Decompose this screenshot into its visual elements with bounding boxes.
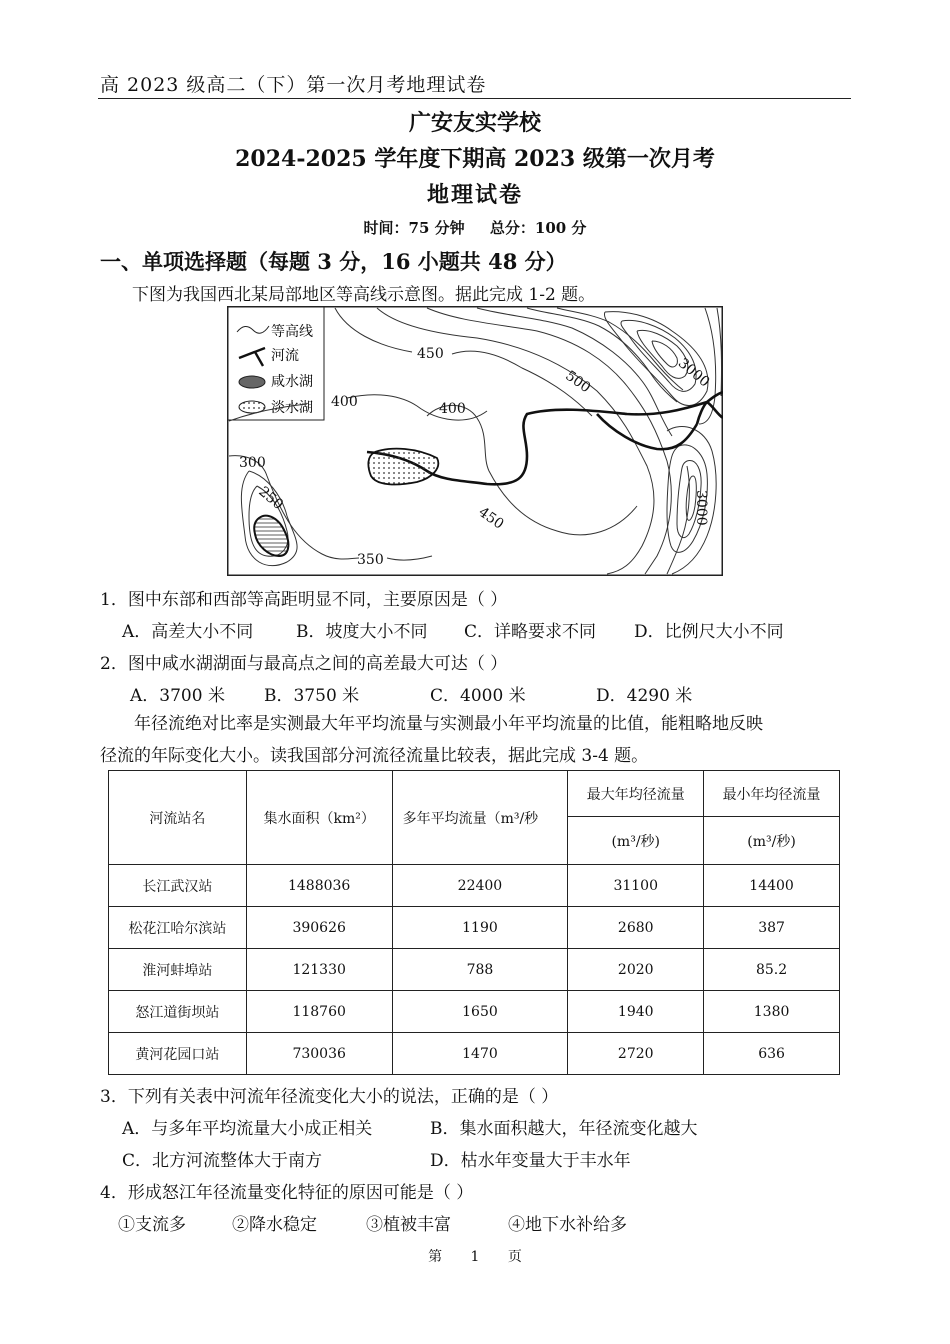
cell-station: 怒江道街坝站 [109, 991, 247, 1033]
q2-option-d[interactable]: D．4290 米 [596, 686, 693, 706]
header-mean-flow: 多年平均流量（m³/秒 [392, 771, 568, 865]
cell-max: 31100 [568, 865, 704, 907]
cell-station: 淮河蚌埠站 [109, 949, 247, 991]
cell-area: 1488036 [246, 865, 392, 907]
table-row [109, 1033, 840, 1075]
cell-mean: 788 [392, 949, 568, 991]
intro-q3-4 [100, 708, 852, 772]
contour-map [227, 306, 723, 576]
legend-salt-lake-label: 咸水湖 [271, 374, 313, 390]
cell-area: 121330 [246, 949, 392, 991]
q2-option-a[interactable]: A．3700 米 [130, 686, 225, 706]
q4-option-2[interactable]: ②降水稳定 [232, 1215, 317, 1235]
legend-salt-lake-icon [239, 376, 265, 388]
q1-option-b[interactable]: B．坡度大小不同 [296, 622, 428, 642]
exam-time: 时间：75 分钟 [363, 219, 465, 237]
cell-mean: 22400 [392, 865, 568, 907]
subject-title: 地理试卷 [426, 182, 523, 208]
cell-max: 1940 [568, 991, 704, 1033]
intro-q3-4-line1: 年径流绝对比率是实测最大年平均流量与实测最小年平均流量的比值，能粗略地反映 [134, 714, 763, 734]
q1-option-d[interactable]: D．比例尺大小不同 [634, 622, 784, 642]
cell-station: 长江武汉站 [109, 865, 247, 907]
contour-label: 350 [357, 552, 384, 568]
q3-option-d[interactable]: D．枯水年变量大于丰水年 [430, 1151, 631, 1171]
q2-option-b[interactable]: B．3750 米 [264, 686, 360, 706]
q1-option-c[interactable]: C．详略要求不同 [464, 622, 597, 642]
cell-max: 2680 [568, 907, 704, 949]
cell-mean: 1190 [392, 907, 568, 949]
intro-q1-2: 下图为我国西北某局部地区等高线示意图。据此完成 1-2 题。 [132, 285, 596, 305]
intro-q3-4-line2: 径流的年际变化大小。读我国部分河流径流量比较表，据此完成 3-4 题。 [100, 746, 649, 766]
header-max-flow: 最大年均径流量 [568, 771, 704, 817]
q3-option-c[interactable]: C．北方河流整体大于南方 [122, 1151, 323, 1171]
contour-label: 3000 [693, 490, 709, 526]
question-3-options-row1 [0, 1114, 950, 1138]
header-min-unit: (m³/秒) [704, 817, 840, 865]
table-row [109, 991, 840, 1033]
cell-area: 118760 [246, 991, 392, 1033]
q2-option-c[interactable]: C．4000 米 [430, 686, 526, 706]
cell-min: 387 [704, 907, 840, 949]
question-4-stem: 4．形成怒江年径流量变化特征的原因可能是（ ） [100, 1183, 474, 1203]
cell-min: 636 [704, 1033, 840, 1075]
question-2-stem: 2．图中咸水湖湖面与最高点之间的高差最大可达（ ） [100, 654, 508, 674]
legend-river-label: 河流 [271, 348, 299, 364]
page-footer [0, 1246, 950, 1266]
legend-contour-label: 等高线 [271, 324, 313, 340]
cell-mean: 1470 [392, 1033, 568, 1075]
q3-option-b[interactable]: B．集水面积越大，年径流变化越大 [430, 1119, 698, 1139]
question-2-options [0, 681, 950, 705]
header-station: 河流站名 [109, 771, 247, 865]
legend-fresh-lake-label: 淡水湖 [271, 400, 313, 416]
question-3-options-row2 [0, 1146, 950, 1170]
running-header: 高 2023 级高二（下）第一次月考地理试卷 [100, 74, 487, 96]
page-number: 1 [470, 1249, 480, 1265]
cell-mean: 1650 [392, 991, 568, 1033]
header-min-flow: 最小年均径流量 [704, 771, 840, 817]
contour-label: 500 [562, 367, 594, 397]
contour-label: 450 [417, 346, 444, 362]
contour-label: 450 [475, 504, 507, 533]
q4-option-3[interactable]: ③植被丰富 [366, 1215, 451, 1235]
cell-area: 390626 [246, 907, 392, 949]
table-row [109, 949, 840, 991]
exam-score: 总分：100 分 [489, 219, 587, 237]
cell-min: 14400 [704, 865, 840, 907]
question-1-options [0, 617, 950, 641]
q3-option-a[interactable]: A．与多年平均流量大小成正相关 [122, 1119, 373, 1139]
cell-max: 2720 [568, 1033, 704, 1075]
footer-prefix: 第 [428, 1249, 443, 1265]
q1-option-a[interactable]: A．高差大小不同 [122, 622, 254, 642]
river-flow-table [108, 770, 840, 1075]
footer-suffix: 页 [507, 1249, 522, 1265]
question-4-options [0, 1210, 950, 1234]
section-heading: 一、单项选择题（每题 3 分，16 小题共 48 分） [100, 249, 567, 274]
cell-area: 730036 [246, 1033, 392, 1075]
exam-title: 2024-2025 学年度下期高 2023 级第一次月考 [235, 146, 715, 172]
header-area: 集水面积（km²） [246, 771, 392, 865]
contour-label: 250 [255, 483, 287, 514]
contour-label: 300 [239, 455, 266, 471]
school-title: 广安友实学校 [408, 110, 541, 136]
cell-min: 85.2 [704, 949, 840, 991]
table-row [109, 865, 840, 907]
cell-min: 1380 [704, 991, 840, 1033]
question-3-stem: 3．下列有关表中河流年径流变化大小的说法，正确的是（ ） [100, 1087, 559, 1107]
contour-label: 400 [439, 401, 466, 417]
header-max-unit: (m³/秒) [568, 817, 704, 865]
question-1-stem: 1．图中东部和西部等高距明显不同，主要原因是（ ） [100, 590, 508, 610]
cell-max: 2020 [568, 949, 704, 991]
cell-station: 松花江哈尔滨站 [109, 907, 247, 949]
q4-option-1[interactable]: ①支流多 [118, 1215, 186, 1235]
contour-label: 400 [331, 394, 358, 410]
exam-meta [0, 217, 950, 238]
cell-station: 黄河花园口站 [109, 1033, 247, 1075]
q4-option-4[interactable]: ④地下水补给多 [508, 1215, 627, 1235]
contour-label: 3000 [674, 355, 713, 391]
table-row [109, 907, 840, 949]
header-divider [98, 98, 851, 99]
